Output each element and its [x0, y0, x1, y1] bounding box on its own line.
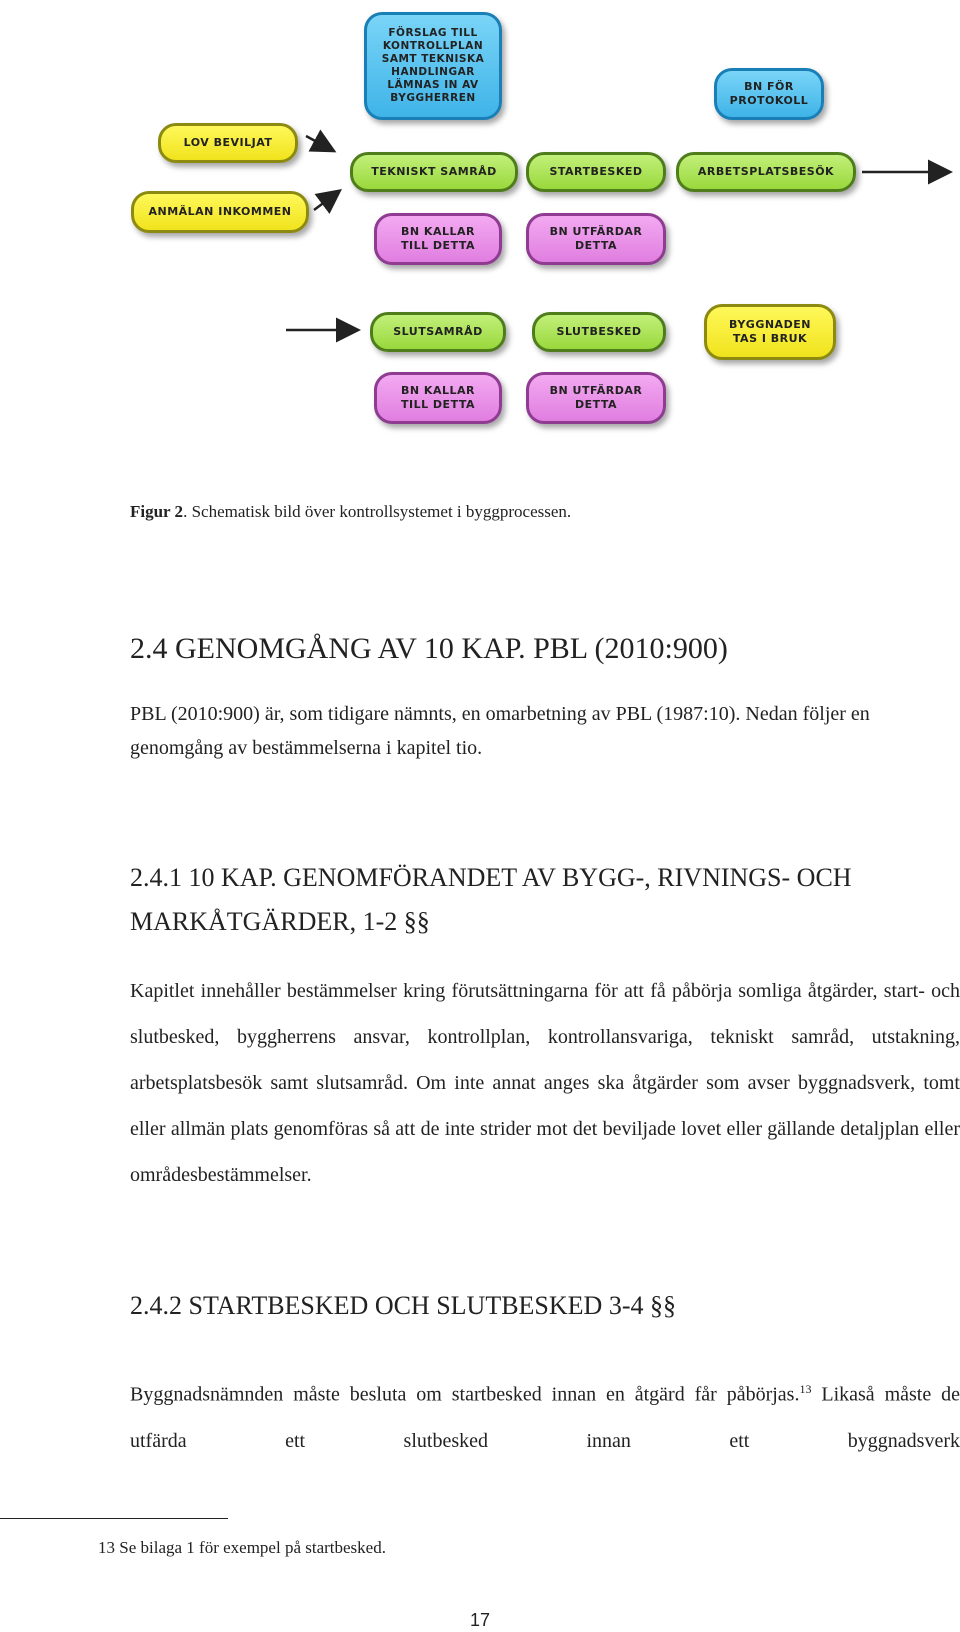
box-slutsamrad: SLUTSAMRÅD — [370, 312, 506, 352]
subsection-body-2 — [130, 1366, 960, 1464]
figure-label: Figur 2 — [130, 502, 184, 521]
subsection-heading-1: 2.4.1 10 KAP. GENOMFÖRANDET AV BYGG-, RIVNINGS- OCH MARKÅTGÄRDER, 1-2 §§ — [130, 863, 852, 936]
box-tekniskt-samrad: TEKNISKT SAMRÅD — [350, 152, 518, 192]
figure-caption-text: . Schematisk bild över kontrollsystemet i byggprocessen. — [183, 502, 572, 521]
arrow-lov-to-tekniskt — [306, 136, 332, 150]
body-2-part-a: Byggnadsnämnden måste besluta om startbesked innan en åtgärd får påbörjas. — [130, 1383, 800, 1406]
box-slutbesked: SLUTBESKED — [532, 312, 666, 352]
section-intro: PBL (2010:900) är, som tidigare nämnts, en omarbetning av PBL (1987:10). Nedan följer en genomgång av bestämmelserna i kapitel tio. — [130, 703, 870, 759]
box-anmalan-inkommen: ANMÄLAN INKOMMEN — [131, 191, 309, 233]
footnote-ref[interactable]: 13 — [799, 1382, 812, 1396]
box-bn-protokoll: BN FÖR PROTOKOLL — [714, 68, 824, 120]
figure-caption — [130, 502, 571, 522]
arrow-anmalan-to-tekniskt — [314, 192, 338, 210]
footnote: 13 Se bilaga 1 för exempel på startbesked. — [98, 1538, 386, 1557]
subsection-body-1: Kapitlet innehåller bestämmelser kring förutsättningarna för att få påbörja somliga åtgärder, start- och slutbesked, byggherrens ansvar, kontrollplan, kontrollansvariga, tekniskt samråd, utstakning, arbetsplatsbesök samt slutsamråd. Om inte annat anges ska åtgärder som avser byggnadsverk, tomt eller allmän plats genomföras så att de inte strider mot det beviljade lovet eller gällande detaljplan eller områdesbestämmelser. — [130, 980, 960, 1186]
box-bn-utfardar-1: BN UTFÄRDAR DETTA — [526, 213, 666, 265]
section-heading: 2.4 GENOMGÅNG AV 10 KAP. PBL (2010:900) — [130, 632, 728, 665]
page-number: 17 — [469, 1610, 491, 1630]
box-startbesked: STARTBESKED — [526, 152, 666, 192]
subsection-heading-2: 2.4.2 STARTBESKED OCH SLUTBESKED 3-4 §§ — [130, 1291, 676, 1320]
box-byggnaden-tas-i-bruk: BYGGNADEN TAS I BRUK — [704, 304, 836, 360]
process-diagram — [0, 0, 960, 440]
body-2-part-b: Likaså måste de utfärda ett slutbesked innan ett byggnadsverk — [130, 1383, 960, 1452]
box-forslag-kontrollplan: FÖRSLAG TILL KONTROLLPLAN SAMT TEKNISKA HANDLINGAR LÄMNAS IN AV BYGGHERREN — [364, 12, 502, 120]
box-arbetsplatsbesok: ARBETSPLATSBESÖK — [676, 152, 856, 192]
box-bn-utfardar-2: BN UTFÄRDAR DETTA — [526, 372, 666, 424]
box-bn-kallar-2: BN KALLAR TILL DETTA — [374, 372, 502, 424]
footnote-divider — [0, 1518, 228, 1519]
box-bn-kallar-1: BN KALLAR TILL DETTA — [374, 213, 502, 265]
box-lov-beviljat: LOV BEVILJAT — [158, 123, 298, 163]
